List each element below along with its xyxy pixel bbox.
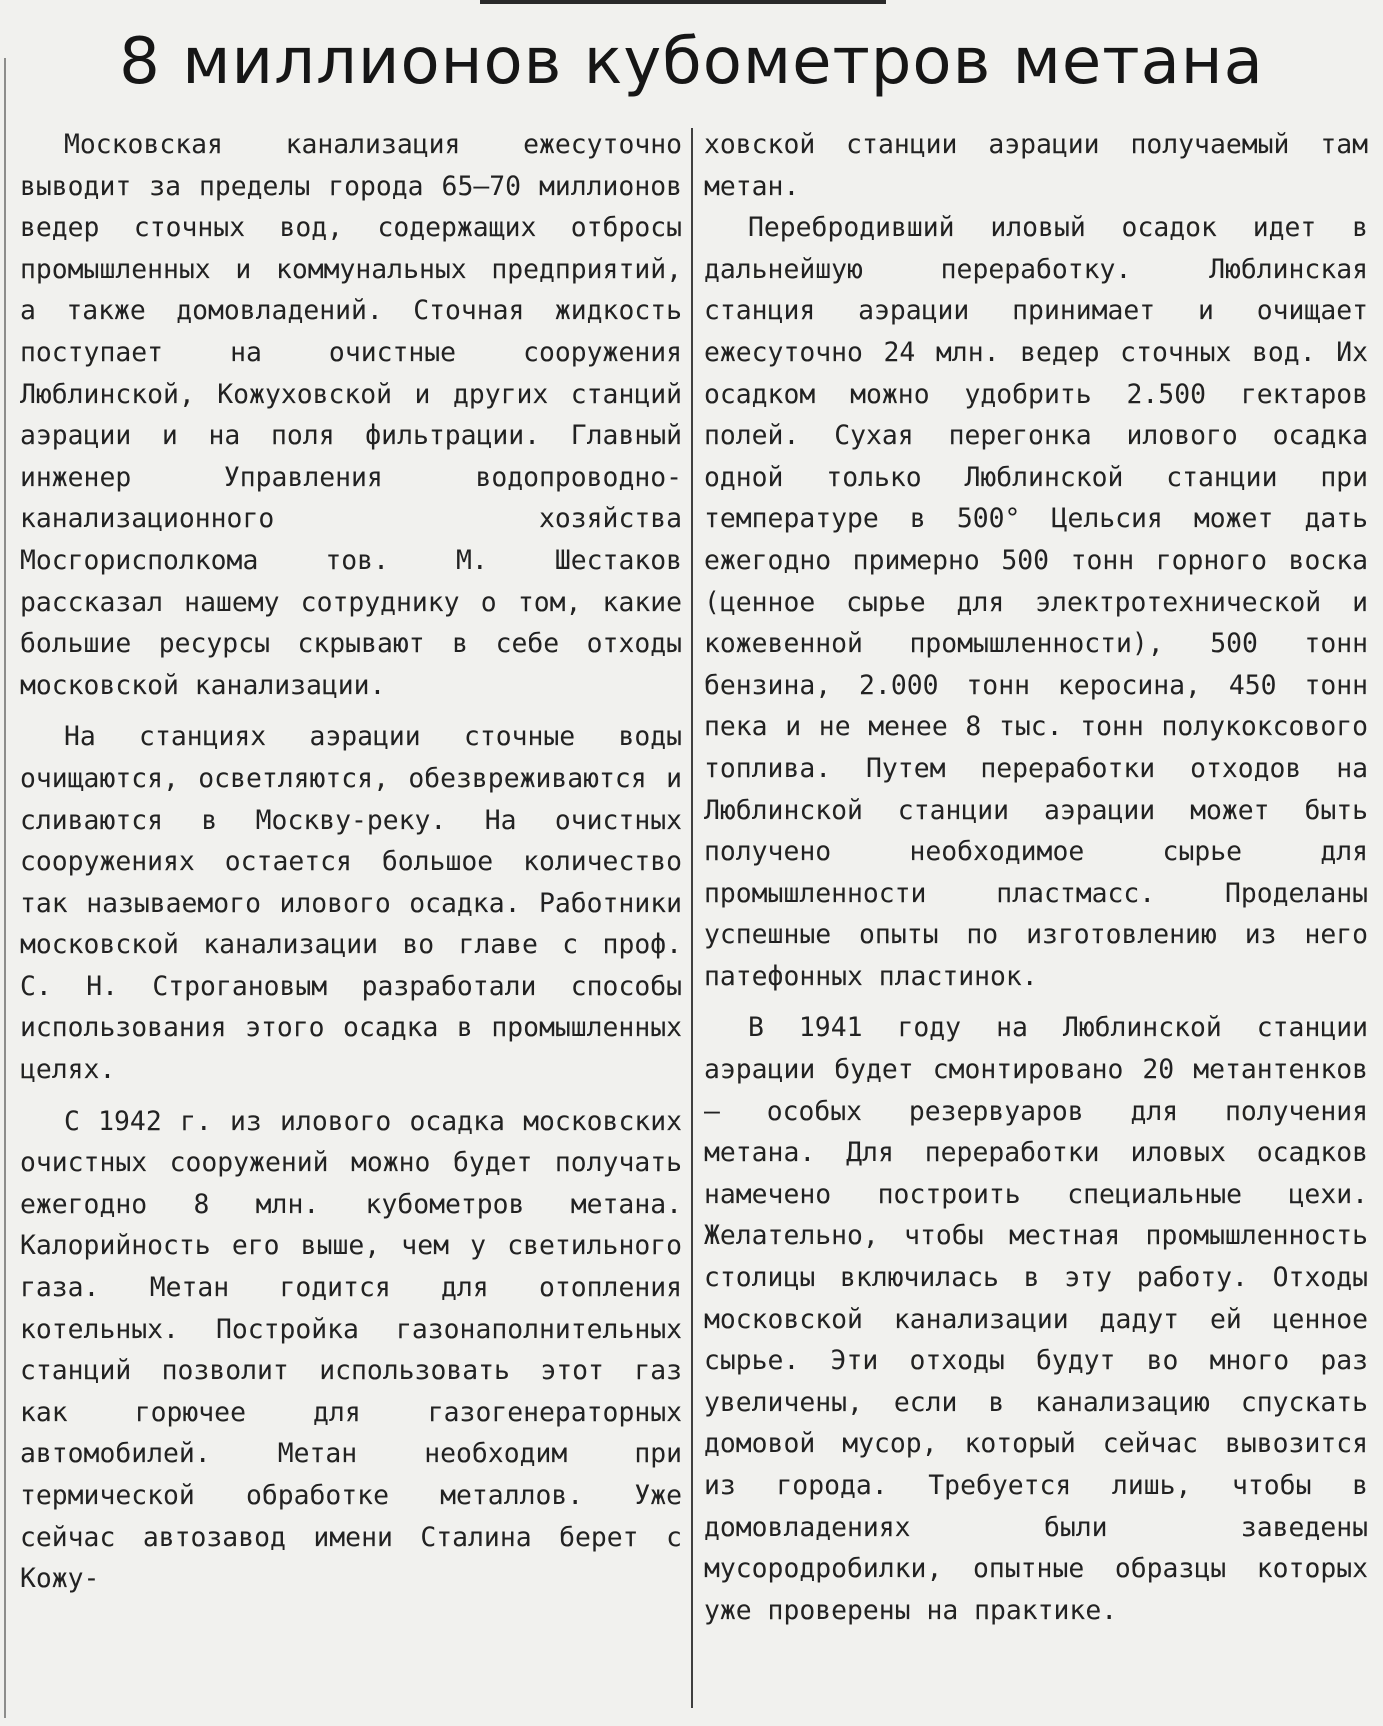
left-edge-rule (4, 58, 6, 1718)
column-divider (691, 128, 693, 1708)
article-headline: 8 миллионов кубометров метана (119, 25, 1264, 99)
left-column (20, 124, 682, 1600)
right-column (704, 124, 1368, 1631)
left-paragraph-3: С 1942 г. из илового осадка московских очистных сооружений можно будет получать ежегодно 8 млн. кубометров метана. Калорийность его выше, чем у светильного газа. Метан годится для отопления котельных. Постройка газонаполнительных станций позволит использовать этот газ как горючее для газогенераторных автомобилей. Метан необходим при термической обработке металлов. Уже сейчас автозавод имени Сталина берет с Кожу- (20, 1105, 682, 1595)
right-paragraph-1: ховской станции аэрации получаемый там метан. (704, 129, 1368, 202)
right-paragraph-2: Перебродивший иловый осадок идет в дальнейшую переработку. Люблинская станция аэрации принимает и очищает ежесуточно 24 млн. ведер сточных вод. Их осадком можно удобрить 2.500 гектаров полей. Сухая перегонка илового осадка одной только Люблинской станции при температуре в 500° Цельсия может дать ежегодно примерно 500 тонн горного воска (ценное сырье для электротехнической и кожевенной промышленности), 500 тонн бензина, 2.000 тонн керосина, 450 тонн пека и не менее 8 тыс. тонн полукоксового топлива. Путем переработки отходов на Люблинской станции аэрации может быть получено необходимое сырье для промышленности пластмасс. Проделаны успешные опыты по изготовлению из него патефонных пластинок. (704, 212, 1368, 992)
top-rule (480, 0, 886, 4)
right-paragraph-3: В 1941 году на Люблинской станции аэрации будет смонтировано 20 метантенков — особых резервуаров для получения метана. Для переработки иловых осадков намечено построить специальные цехи. Желательно, чтобы местная промышленность столицы включилась в эту работу. Отходы московской канализации дадут ей ценное сырье. Эти отходы будут во много раз увеличены, если в канализацию спускать домовой мусор, который сейчас вывозится из города. Требуется лишь, чтобы в домовладениях были заведены мусородробилки, опытные образцы которых уже проверены на практике. (704, 1012, 1368, 1626)
left-paragraph-2: На станциях аэрации сточные воды очищаются, осветляются, обезвреживаются и сливаются в Москву-реку. На очистных сооружениях остается большое количество так называемого илового осадка. Работники московской канализации во главе с проф. С. Н. Строгановым разработали способы использования этого осадка в промышленных целях. (20, 721, 682, 1086)
left-paragraph-1: Московская канализация ежесуточно выводит за пределы города 65—70 миллионов ведер сточных вод, содержащих отбросы промышленных и коммунальных предприятий, а также домовладений. Сточная жидкость поступает на очистные сооружения Люблинской, Кожуховской и других станций аэрации и на поля фильтрации. Главный инженер Управления водопроводно-канализационного хозяйства Мосгорисполкома тов. М. Шестаков рассказал нашему сотруднику о том, какие большие ресурсы скрывают в себе отходы московской канализации. (20, 129, 682, 701)
